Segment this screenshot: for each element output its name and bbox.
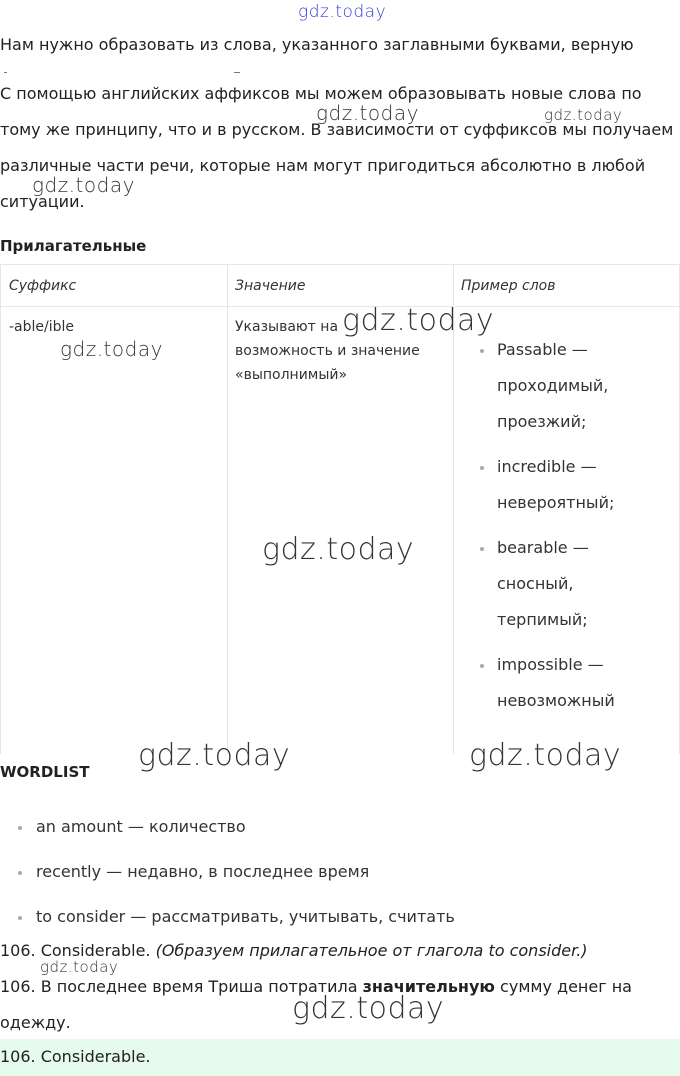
example-word: проходимый,	[497, 376, 609, 395]
intro-paragraph-line: ситуации.	[0, 192, 85, 211]
wordlist-item: an amount — количество	[36, 817, 246, 836]
intro-line: Нам нужно образовать из слова, указанного заглавными буквами, верную	[0, 35, 634, 54]
watermark: gdz.today	[544, 106, 623, 124]
solution-highlight-word: значительную	[362, 977, 495, 996]
intro-paragraph-line: различные части речи, которые нам могут пригодиться абсолютно в любой	[0, 156, 646, 175]
wordlist-item: recently — недавно, в последнее время	[36, 862, 370, 881]
watermark: gdz.today	[60, 337, 163, 361]
example-word: Passable —	[497, 340, 588, 359]
watermark: gdz.today	[138, 738, 291, 773]
table-cell-suffix: -able/ible	[9, 319, 75, 335]
solution-answer-word: 106. Considerable.	[0, 941, 156, 960]
bullet-icon	[480, 547, 484, 551]
watermark: gdz.today	[292, 991, 445, 1026]
cut-off-text-mark	[4, 72, 7, 73]
watermark-top: gdz.today	[298, 2, 387, 22]
table-divider	[1, 306, 679, 307]
section-heading: Прилагательные	[0, 237, 147, 255]
table-divider	[227, 265, 228, 754]
table-header-meaning: Значение	[235, 278, 306, 294]
table-header-suffix: Суффикс	[9, 278, 77, 294]
watermark: gdz.today	[32, 173, 135, 197]
watermark: gdz.today	[40, 958, 119, 976]
table-cell-meaning: «выполнимый»	[235, 367, 348, 383]
solution-explanation: (Образуем прилагательное от глагола to consider.)	[155, 941, 588, 960]
table-cell-meaning: Указывают на	[235, 319, 339, 335]
watermark: gdz.today	[262, 532, 415, 567]
example-word: bearable —	[497, 538, 589, 557]
cut-off-text-mark	[234, 72, 240, 73]
watermark: gdz.today	[469, 738, 622, 773]
solution-sentence-part: 106. В последнее время Триша потратила	[0, 977, 363, 996]
wordlist-heading: WORDLIST	[0, 763, 90, 781]
bullet-icon	[480, 466, 484, 470]
watermark: gdz.today	[342, 303, 495, 338]
wordlist-item: to consider — рассматривать, учитывать, считать	[36, 907, 455, 926]
example-word: проезжий;	[497, 412, 587, 431]
table-divider	[453, 265, 454, 754]
solution-sentence-part: сумму денег на	[494, 977, 632, 996]
example-word: терпимый;	[497, 610, 588, 629]
bullet-icon	[18, 871, 22, 875]
solution-sentence-end: одежду.	[0, 1013, 71, 1032]
example-word: impossible —	[497, 655, 604, 674]
bullet-icon	[18, 826, 22, 830]
table-cell-meaning: возможность и значение	[235, 343, 420, 359]
example-word: incredible —	[497, 457, 597, 476]
intro-paragraph-line: тому же принципу, что и в русском. В зависимости от суффиксов мы получаем	[0, 120, 674, 139]
final-answer: 106. Considerable.	[0, 1047, 151, 1066]
intro-paragraph-line: С помощью английских аффиксов мы можем образовывать новые слова по	[0, 84, 642, 103]
bullet-icon	[480, 664, 484, 668]
bullet-icon	[480, 349, 484, 353]
example-word: невероятный;	[497, 493, 615, 512]
table-header-examples: Пример слов	[461, 278, 556, 294]
example-word: сносный,	[497, 574, 574, 593]
bullet-icon	[18, 916, 22, 920]
example-word: невозможный	[497, 691, 615, 710]
watermark: gdz.today	[316, 101, 419, 125]
